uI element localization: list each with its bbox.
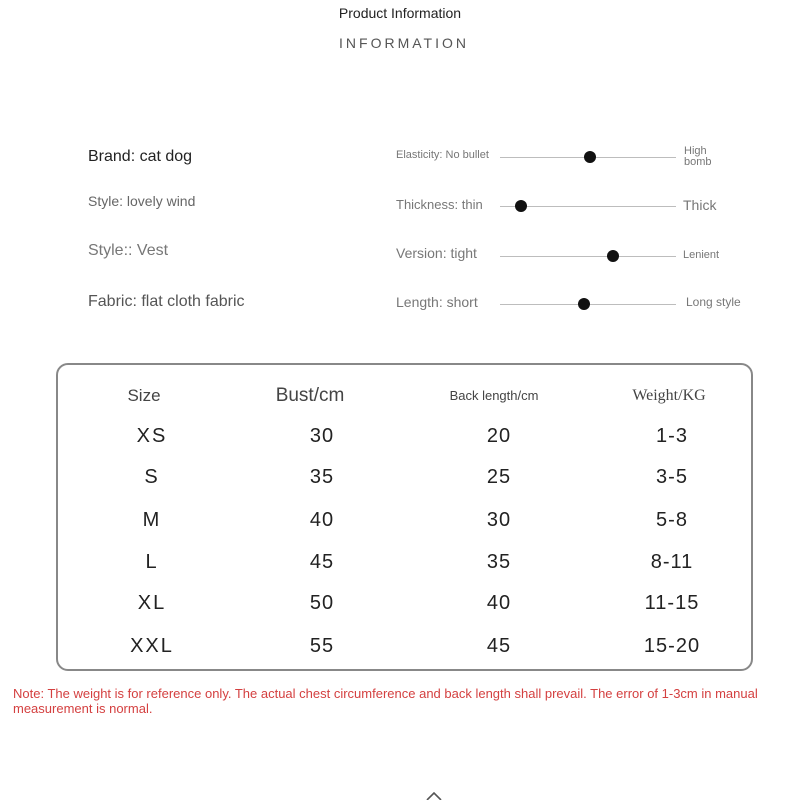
attribute-type: Style:: Vest bbox=[88, 242, 169, 259]
table-cell-back-length: 30 bbox=[486, 509, 512, 531]
table-cell-bust: 30 bbox=[309, 425, 335, 447]
table-cell-weight: 5-8 bbox=[656, 509, 688, 531]
table-cell-size: XL bbox=[137, 592, 167, 614]
table-cell-weight: 1-3 bbox=[656, 425, 688, 447]
table-cell-size: XS bbox=[136, 425, 168, 447]
size-header: Size bbox=[127, 386, 161, 405]
slider-version-label: Version: tight bbox=[396, 245, 477, 261]
slider-elasticity-max-label: High bomb bbox=[684, 145, 712, 168]
bust-header: Bust/cm bbox=[275, 385, 345, 406]
table-cell-back-length: 25 bbox=[486, 466, 512, 488]
slider-version-max-label: Lenient bbox=[683, 249, 720, 261]
slider-elasticity-track bbox=[500, 157, 676, 158]
slider-length-max-label: Long style bbox=[686, 295, 741, 309]
table-cell-bust: 35 bbox=[309, 466, 335, 488]
slider-version-dot bbox=[607, 250, 619, 262]
table-cell-weight: 8-11 bbox=[650, 551, 694, 573]
table-cell-size: S bbox=[144, 466, 160, 488]
table-cell-bust: 50 bbox=[309, 592, 335, 614]
brand-logo-fragment bbox=[340, 0, 470, 4]
weight-header: Weight/KG bbox=[632, 387, 706, 404]
table-cell-bust: 40 bbox=[309, 509, 335, 531]
slider-thickness-track bbox=[500, 206, 676, 207]
attribute-brand: Brand: cat dog bbox=[88, 148, 193, 165]
slider-thickness-dot bbox=[515, 200, 527, 212]
back-length-header: Back length/cm bbox=[449, 388, 539, 403]
measurement-note: Note: The weight is for reference only. The actual chest circumference and back length shall prevail. The error of 1-3cm in manual measurement is normal. bbox=[13, 686, 758, 716]
attribute-style: Style: lovely wind bbox=[88, 193, 196, 209]
table-cell-back-length: 40 bbox=[486, 592, 512, 614]
slider-length-dot bbox=[578, 298, 590, 310]
table-cell-size: M bbox=[142, 509, 162, 531]
table-cell-bust: 55 bbox=[309, 635, 335, 657]
table-cell-bust: 45 bbox=[309, 551, 335, 573]
slider-length-track bbox=[500, 304, 676, 305]
slider-thickness-max-label: Thick bbox=[683, 197, 717, 213]
slider-thickness-label: Thickness: thin bbox=[396, 197, 483, 212]
table-cell-size: XXL bbox=[130, 635, 174, 657]
table-cell-back-length: 45 bbox=[486, 635, 512, 657]
slider-elasticity-label: Elasticity: No bullet bbox=[396, 149, 489, 161]
attribute-fabric: Fabric: flat cloth fabric bbox=[88, 293, 245, 310]
size-table bbox=[56, 363, 753, 671]
table-cell-back-length: 35 bbox=[486, 551, 512, 573]
next-section-caret-icon bbox=[426, 792, 442, 800]
slider-elasticity-dot bbox=[584, 151, 596, 163]
slider-length-label: Length: short bbox=[396, 294, 478, 310]
table-cell-size: L bbox=[145, 551, 159, 573]
table-cell-weight: 11-15 bbox=[644, 592, 700, 614]
table-cell-weight: 3-5 bbox=[656, 466, 688, 488]
page-title: Product Information bbox=[338, 5, 462, 21]
page-subtitle: INFORMATION bbox=[339, 35, 469, 51]
slider-version-track bbox=[500, 256, 676, 257]
table-cell-back-length: 20 bbox=[486, 425, 512, 447]
table-cell-weight: 15-20 bbox=[643, 635, 701, 657]
